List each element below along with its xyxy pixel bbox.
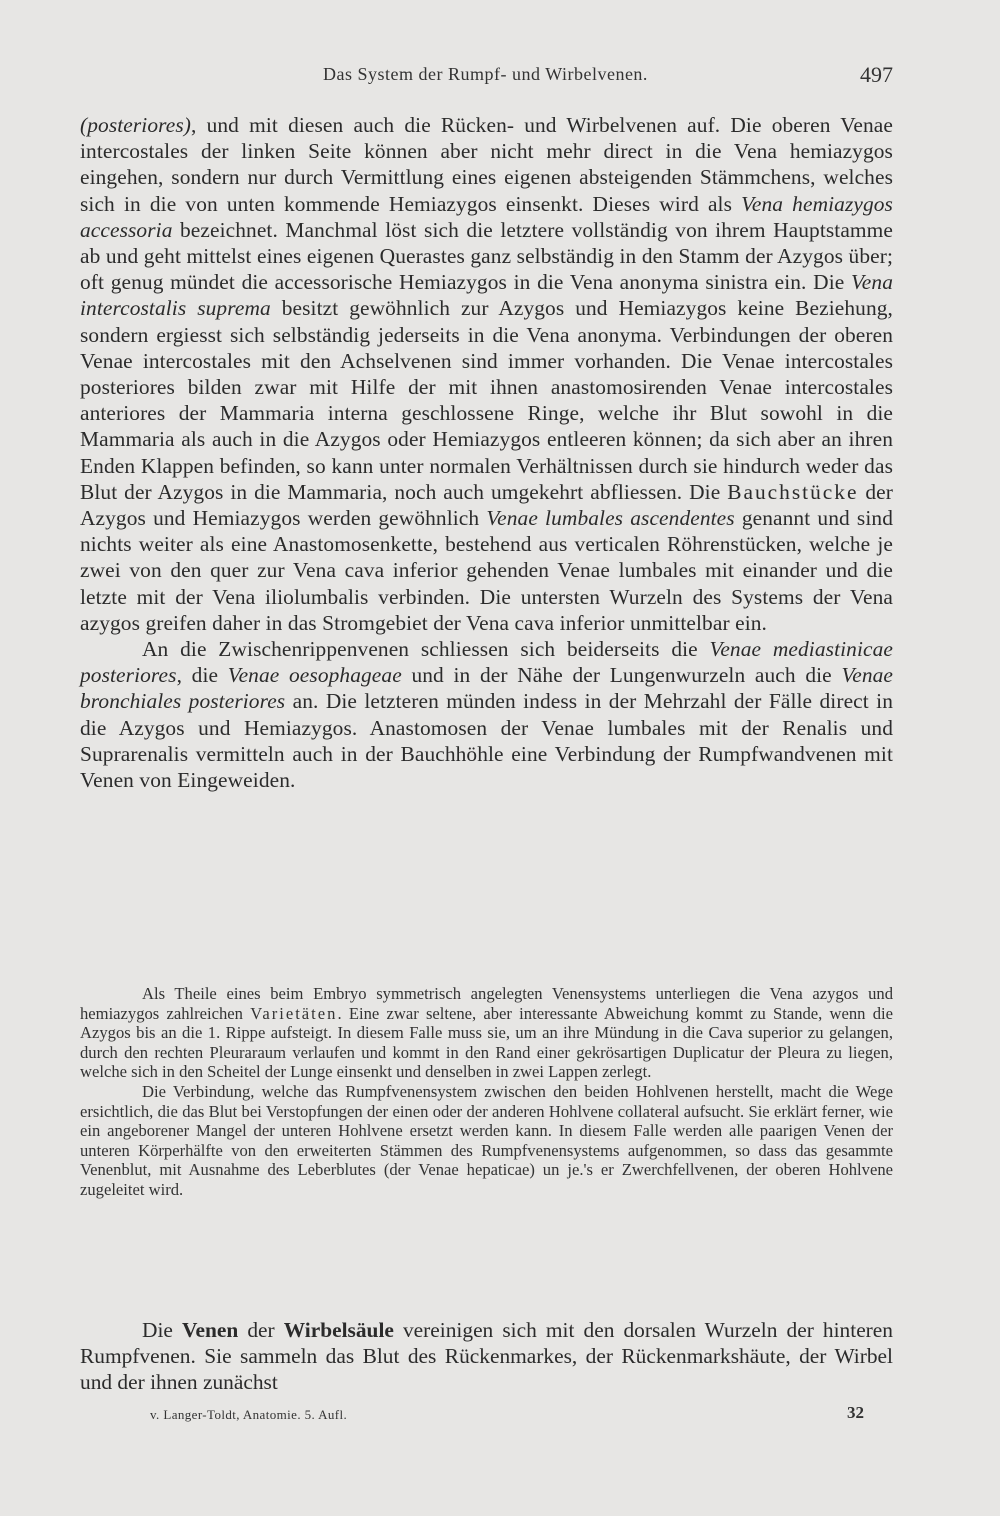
- page-footer: [80, 1403, 892, 1427]
- paragraph: [80, 1317, 893, 1396]
- italic-term: Venae bronchiales posteriores: [80, 663, 894, 714]
- italic-term: Venae mediastinicae posteriores: [80, 637, 893, 688]
- bold-term: Wirbelsäule: [283, 1318, 394, 1342]
- text-run: besitzt gewöhnlich zur Azygos und Hemiazygos keine Beziehung, sondern ergiesst sich selbständig jederseits in die Vena anonyma. Verbindungen der oberen Venae intercostales mit den Achselvenen sind immer vorhanden. Die Venae intercostales posteriores bilden zwar mit Hilfe der mit ihnen anastomosirenden Venae intercostales anteriores der Mammaria interna geschlossene Ringe, welche ihr Blut sowohl in die Mammaria als auch in die Azygos oder Hemiazygos entleeren können; da sich aber an ihren Enden Klappen befinden, so kann unter normalen Verhältnissen durch sie hindurch weder das Blut der Azygos in die Mammaria, noch auch umgekehrt abfliessen. Die: [80, 296, 893, 504]
- text-run: An die Zwischenrippenvenen schliessen sich beiderseits die: [142, 637, 710, 662]
- page-header: [78, 64, 893, 94]
- italic-term: Venae lumbales ascendentes: [486, 506, 735, 531]
- page-number: 497: [860, 62, 893, 87]
- spaced-term: Varietäten: [250, 1003, 338, 1023]
- text-run: an. Die letzteren münden indess in der Mehrzahl der Fälle direct in die Azygos und Hemiazygos. Anastomosen der Venae lumbales mit der Renalis und Suprarenalis vermitteln auch in der Bauchhöhle eine Verbindung der Rumpfwandvenen mit Venen von Eingeweiden.: [80, 689, 894, 793]
- italic-term: Venae oesophageae: [227, 663, 402, 688]
- text-run: , die: [176, 663, 228, 688]
- text-run: bezeichnet. Manchmal löst sich die letztere vollständig von ihrem Hauptstamme ab und geht mittelst eines eigenen Querastes ganz selbständig in den Stamm der Azygos über; oft genug mündet die accessorische Hemiazygos in die Vena anonyma sinistra ein. Die: [80, 217, 893, 295]
- footer-reference: v. Langer-Toldt, Anatomie. 5. Aufl.: [150, 1407, 348, 1422]
- text-run: Die: [142, 1318, 182, 1342]
- section-text: [80, 1317, 893, 1396]
- text-run: und in der Nähe der Lungenwurzeln auch die: [401, 663, 842, 688]
- printer-signature: 32: [847, 1403, 864, 1422]
- paragraph: [80, 112, 893, 636]
- note-paragraph: [80, 984, 893, 1082]
- italic-term: Vena hemiazygos accessoria: [80, 191, 893, 242]
- text-run: Die Verbindung, welche das Rumpfvenensystem zwischen den beiden Hohlvenen herstellt, macht die Wege ersichtlich, die das Blut bei Verstopfungen der einen oder der anderen Hohlvene collateral aufsucht. Sie erklärt ferner, wie ein angeborener Mangel der unteren Hohlvene ersetzt werden kann. In diesem Falle werden alle paarigen Venen der unteren Körperhälfte von den erweiterten Stämmen des Rumpfvenensystems aufgenommen, so dass das gesammte Venenblut, mit Ausnahme des Leberblutes (der Venae hepaticae) un je.'s er Zwerchfellvenen, der oberen Hohlvene zugeleitet wird.: [80, 1081, 893, 1199]
- note-paragraph: [80, 1082, 893, 1200]
- running-title: Das System der Rumpf- und Wirbelvenen.: [323, 64, 648, 84]
- bold-term: Venen: [181, 1318, 239, 1342]
- text-run: der: [238, 1318, 284, 1342]
- text-run: der Azygos und Hemiazygos werden gewöhnlich: [80, 479, 893, 531]
- main-text: [80, 112, 893, 793]
- italic-term: Vena intercostalis suprema: [80, 270, 893, 321]
- text-run: , und mit diesen auch die Rücken- und Wirbelvenen auf. Die oberen Venae intercostales der linken Seite können aber nicht mehr direct in die Vena hemiazygos eingehen, sondern nur durch Vermittlung eines eigenen absteigenden Stämmchens, welches sich in die von unten kommende Hemiazygos einsenkt. Dieses wird als: [80, 113, 893, 216]
- spaced-term: Bauchstücke: [727, 479, 859, 504]
- text-run: Als Theile eines beim Embryo symmetrisch angelegten Venensystems unterliegen die Vena azygos und hemiazygos zahlreichen: [80, 984, 893, 1023]
- text-run: . Eine zwar seltene, aber interessante Abweichung kommt zu Stande, wenn die Azygos bis an die 1. Rippe aufsteigt. In diesem Falle muss sie, um an ihre Mündung in die Cava superior zu gelangen, durch den rechten Pleuraraum verlaufen und kommt in den Rand einer gekrösartigen Duplicatur der Pleura zu liegen, welche sich in den Scheitel der Lunge einsenkt und denselben in zwei Lappen zerlegt.: [80, 1003, 893, 1082]
- text-run: genannt und sind nichts weiter als eine Anastomosenkette, bestehend aus verticalen Röhrenstücken, welche je zwei von den quer zur Vena cava inferior gehenden Venae lumbales mit einander und die letzte mit der Vena iliolumbalis verbinden. Die untersten Wurzeln des Systems der Vena azygos greifen daher in das Stromgebiet der Vena cava inferior unmittelbar ein.: [80, 506, 893, 635]
- small-print-notes: [80, 984, 893, 1200]
- italic-term: (posteriores): [80, 113, 192, 137]
- text-run: vereinigen sich mit den dorsalen Wurzeln der hinteren Rumpfvenen. Sie sammeln das Blut des Rückenmarkes, der Rückenmarkshäute, der Wirbel und der ihnen zunächst: [80, 1318, 893, 1395]
- paragraph: [80, 636, 893, 793]
